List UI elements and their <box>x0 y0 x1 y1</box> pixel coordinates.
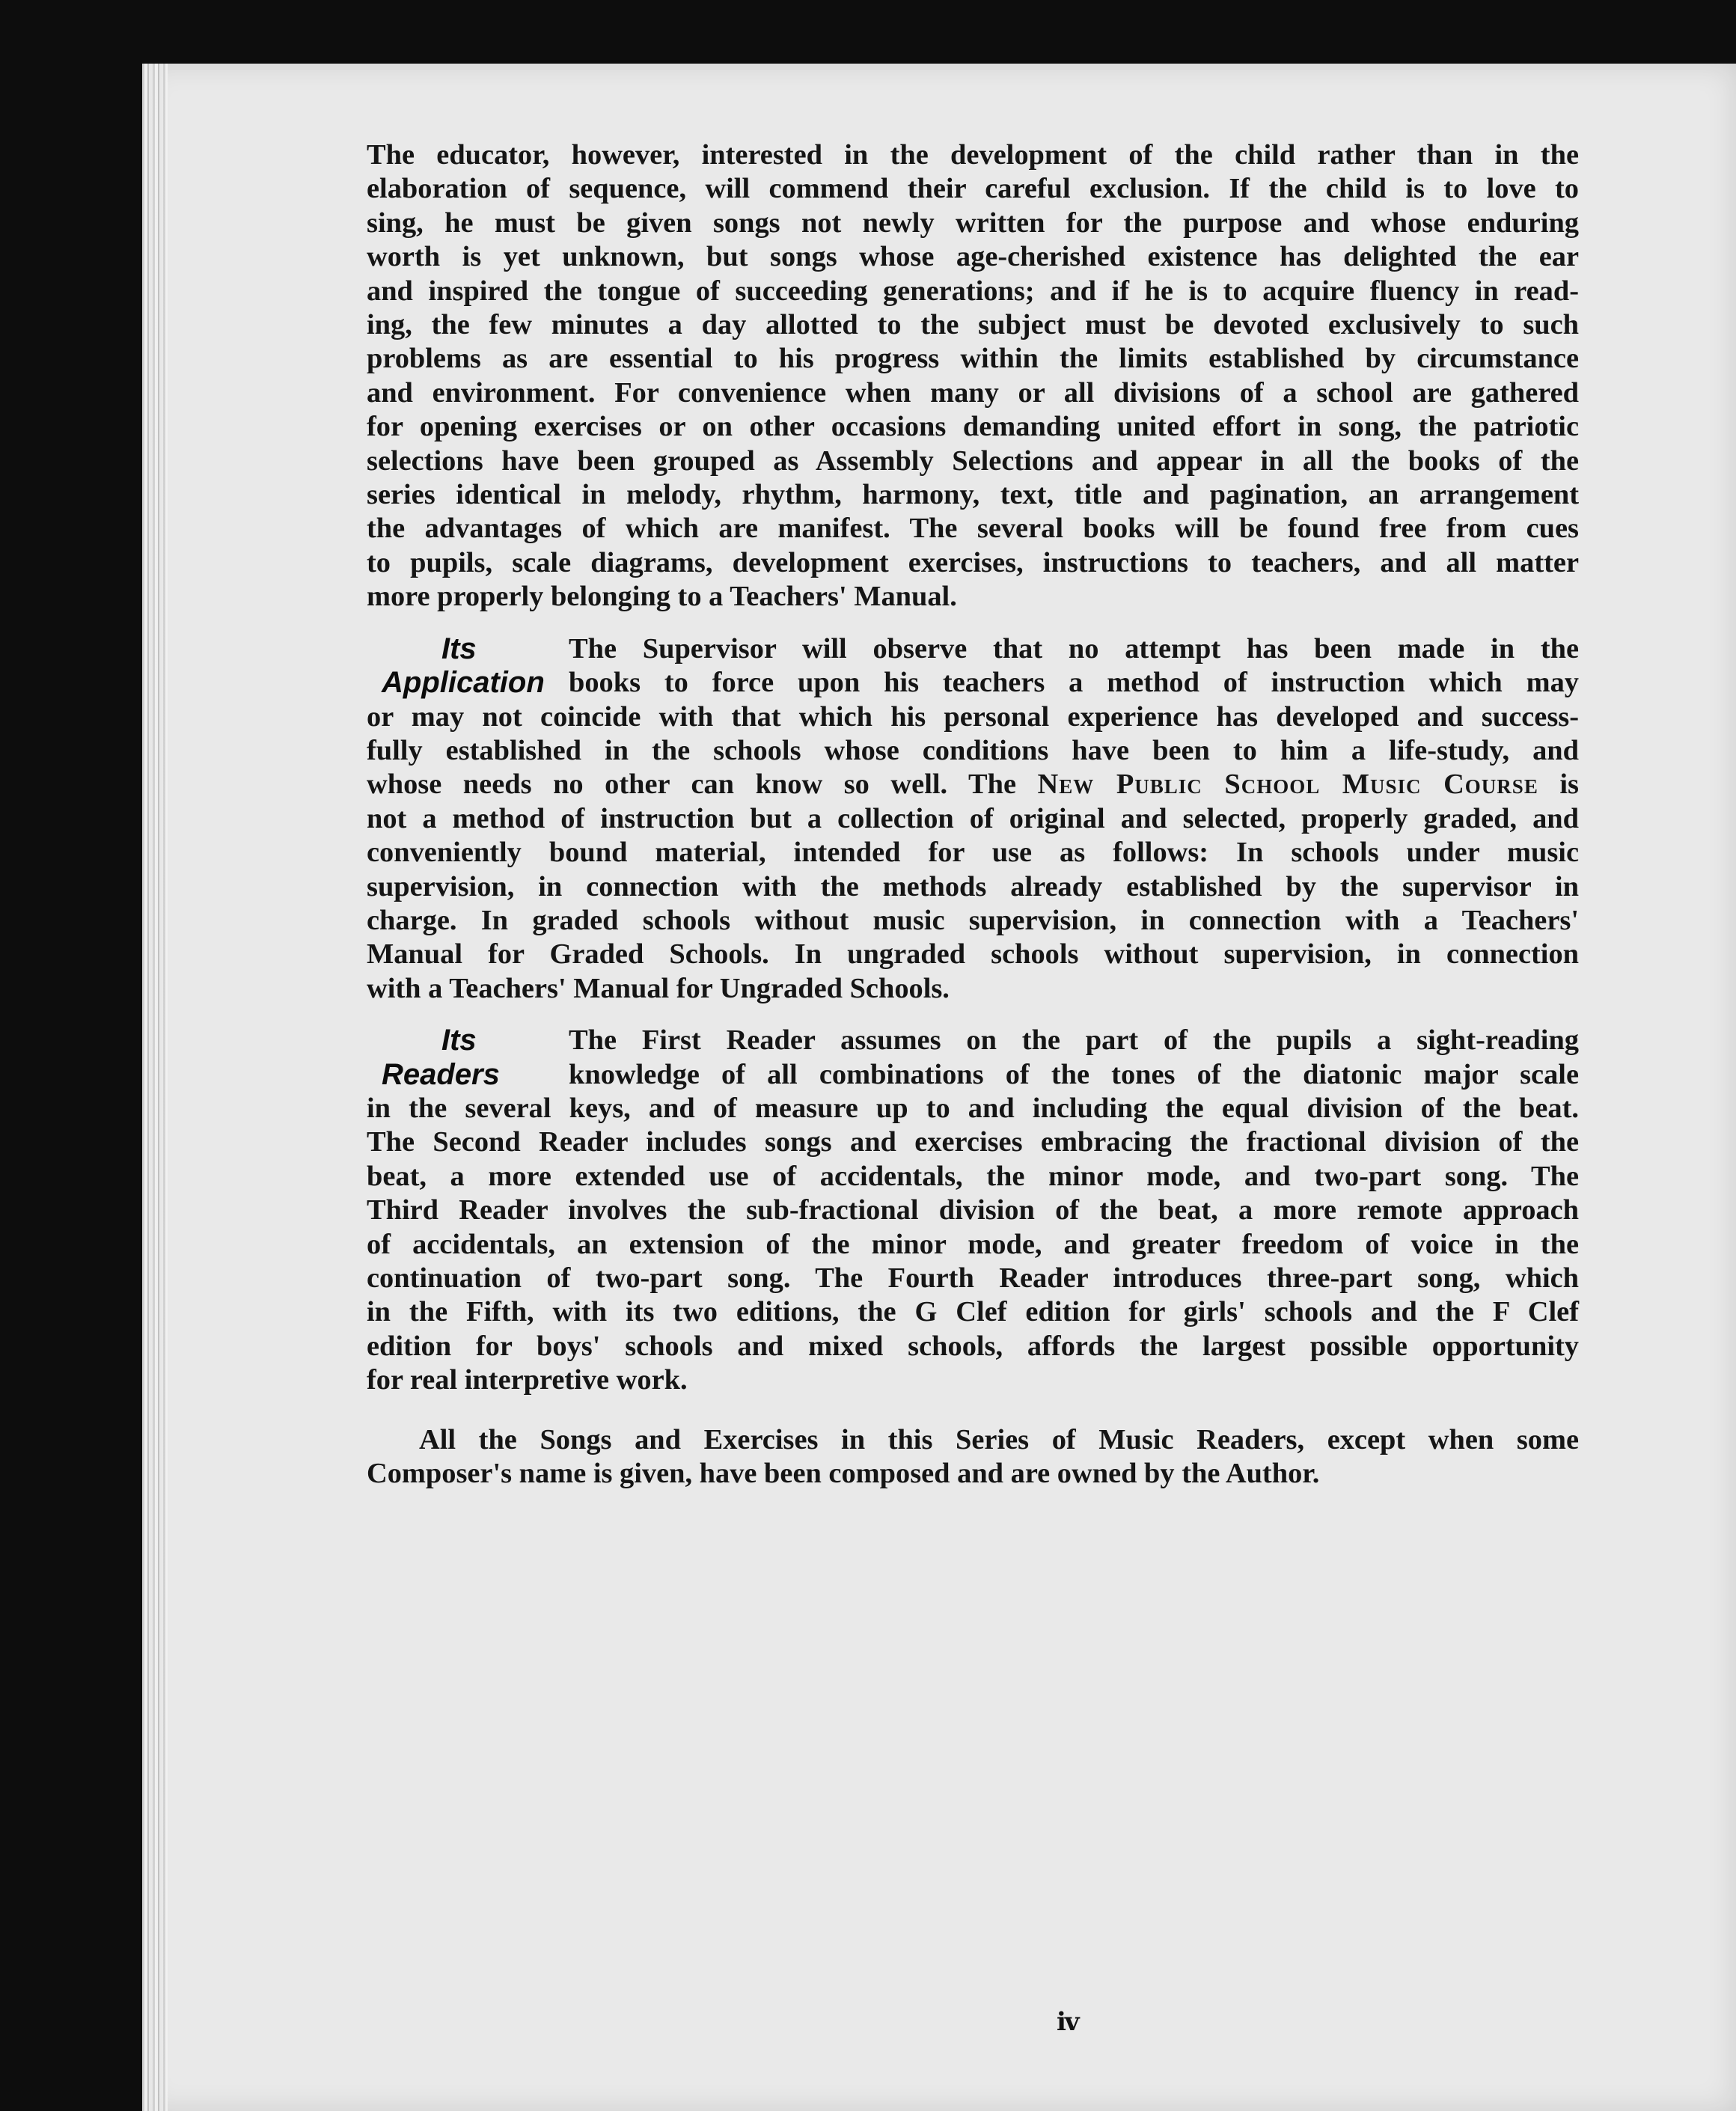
side-heading-word: Application <box>382 666 545 700</box>
text-line: sing, he must be given songs not newly written for the purpose and whose enduring <box>367 207 1579 239</box>
closing-paragraph <box>367 1423 1579 1491</box>
text-line: edition for boys' schools and mixed schools, affords the largest possible opportunity <box>367 1330 1579 1362</box>
text-line: series identical in melody, rhythm, harmony, text, title and pagination, an arrangement <box>367 479 1579 511</box>
text-line: continuation of two-part song. The Fourth Reader introduces three-part song, which <box>367 1262 1579 1294</box>
text-column <box>367 138 1579 1491</box>
text-line: in the several keys, and of measure up to and including the equal division of the beat. <box>367 1092 1579 1124</box>
text-line: Third Reader involves the sub-fractional division of the beat, a more remote approach <box>367 1194 1579 1226</box>
text-line: problems as are essential to his progress within the limits established by circumstance <box>367 343 1579 375</box>
text-line: more properly belonging to a Teachers' Manual. <box>367 581 957 613</box>
text-line: not a method of instruction but a collection of original and selected, properly graded, and <box>367 802 1579 834</box>
text-line: for opening exercises or on other occasions demanding united effort in song, the patriotic <box>367 411 1579 443</box>
text-line: and environment. For convenience when many or all divisions of a school are gathered <box>367 376 1579 409</box>
text-line: worth is yet unknown, but songs whose age-cherished existence has delighted the ear <box>367 241 1579 273</box>
text-line: with a Teachers' Manual for Ungraded Schools. <box>367 972 950 1004</box>
text-line: supervision, in connection with the methods already established by the supervisor in <box>367 870 1579 902</box>
text-line: elaboration of sequence, will commend their careful exclusion. If the child is to love to <box>367 173 1579 205</box>
text-line: whose needs no other can know so well. The New Public School Music Course is <box>367 769 1579 801</box>
text-line: The First Reader assumes on the part of the pupils a sight-reading <box>569 1024 1579 1057</box>
readers-section <box>367 1024 1579 1397</box>
text-line: fully established in the schools whose conditions have been to him a life-study, and <box>367 734 1579 766</box>
text-line: or may not coincide with that which his personal experience has developed and success- <box>367 700 1579 733</box>
side-heading-word: Readers <box>382 1057 500 1091</box>
course-title: New Public School Music Course <box>1037 769 1538 801</box>
text-line: The Supervisor will observe that no attempt has been made in the <box>569 632 1579 665</box>
text-line: Manual for Graded Schools. In ungraded schools without supervision, in connection <box>367 938 1579 971</box>
text-line: in the Fifth, with its two editions, the G Clef edition for girls' schools and the F Clef <box>367 1296 1579 1328</box>
application-section <box>367 632 1579 1006</box>
text-line: and inspired the tongue of succeeding generations; and if he is to acquire fluency in read- <box>367 275 1579 307</box>
text-line: of accidentals, an extension of the minor mode, and greater freedom of voice in the <box>367 1228 1579 1260</box>
text-line: the advantages of which are manifest. The several books will be found free from cues <box>367 513 1579 545</box>
intro-paragraph <box>367 138 1579 614</box>
text-line: All the Songs and Exercises in this Series of Music Readers, except when some <box>419 1423 1579 1455</box>
text-line: selections have been grouped as Assembly Selections and appear in all the books of the <box>367 444 1579 477</box>
side-heading-word: Its <box>441 1024 477 1057</box>
book-page <box>142 64 1736 2111</box>
text-line: ing, the few minutes a day allotted to the subject must be devoted exclusively to such <box>367 309 1579 341</box>
text-line: for real interpretive work. <box>367 1364 688 1396</box>
page-number: iv <box>1057 2007 1078 2037</box>
text-line: knowledge of all combinations of the tones of the diatonic major scale <box>569 1058 1579 1090</box>
text-line: The educator, however, interested in the development of the child rather than in the <box>367 139 1579 171</box>
side-heading-word: Its <box>441 632 477 665</box>
text-line: conveniently bound material, intended for use as follows: In schools under music <box>367 837 1579 869</box>
text-line: Composer's name is given, have been composed and are owned by the Author. <box>367 1458 1320 1490</box>
text-line: to pupils, scale diagrams, development exercises, instructions to teachers, and all matter <box>367 546 1579 578</box>
side-heading-application <box>367 632 569 700</box>
text-line: beat, a more extended use of accidentals, the minor mode, and two-part song. The <box>367 1160 1579 1192</box>
side-heading-readers <box>367 1024 569 1092</box>
text-line: books to force upon his teachers a method of instruction which may <box>569 667 1579 699</box>
text-line: The Second Reader includes songs and exercises embracing the fractional division of the <box>367 1126 1579 1158</box>
text-line: charge. In graded schools without music supervision, in connection with a Teachers' <box>367 904 1579 936</box>
